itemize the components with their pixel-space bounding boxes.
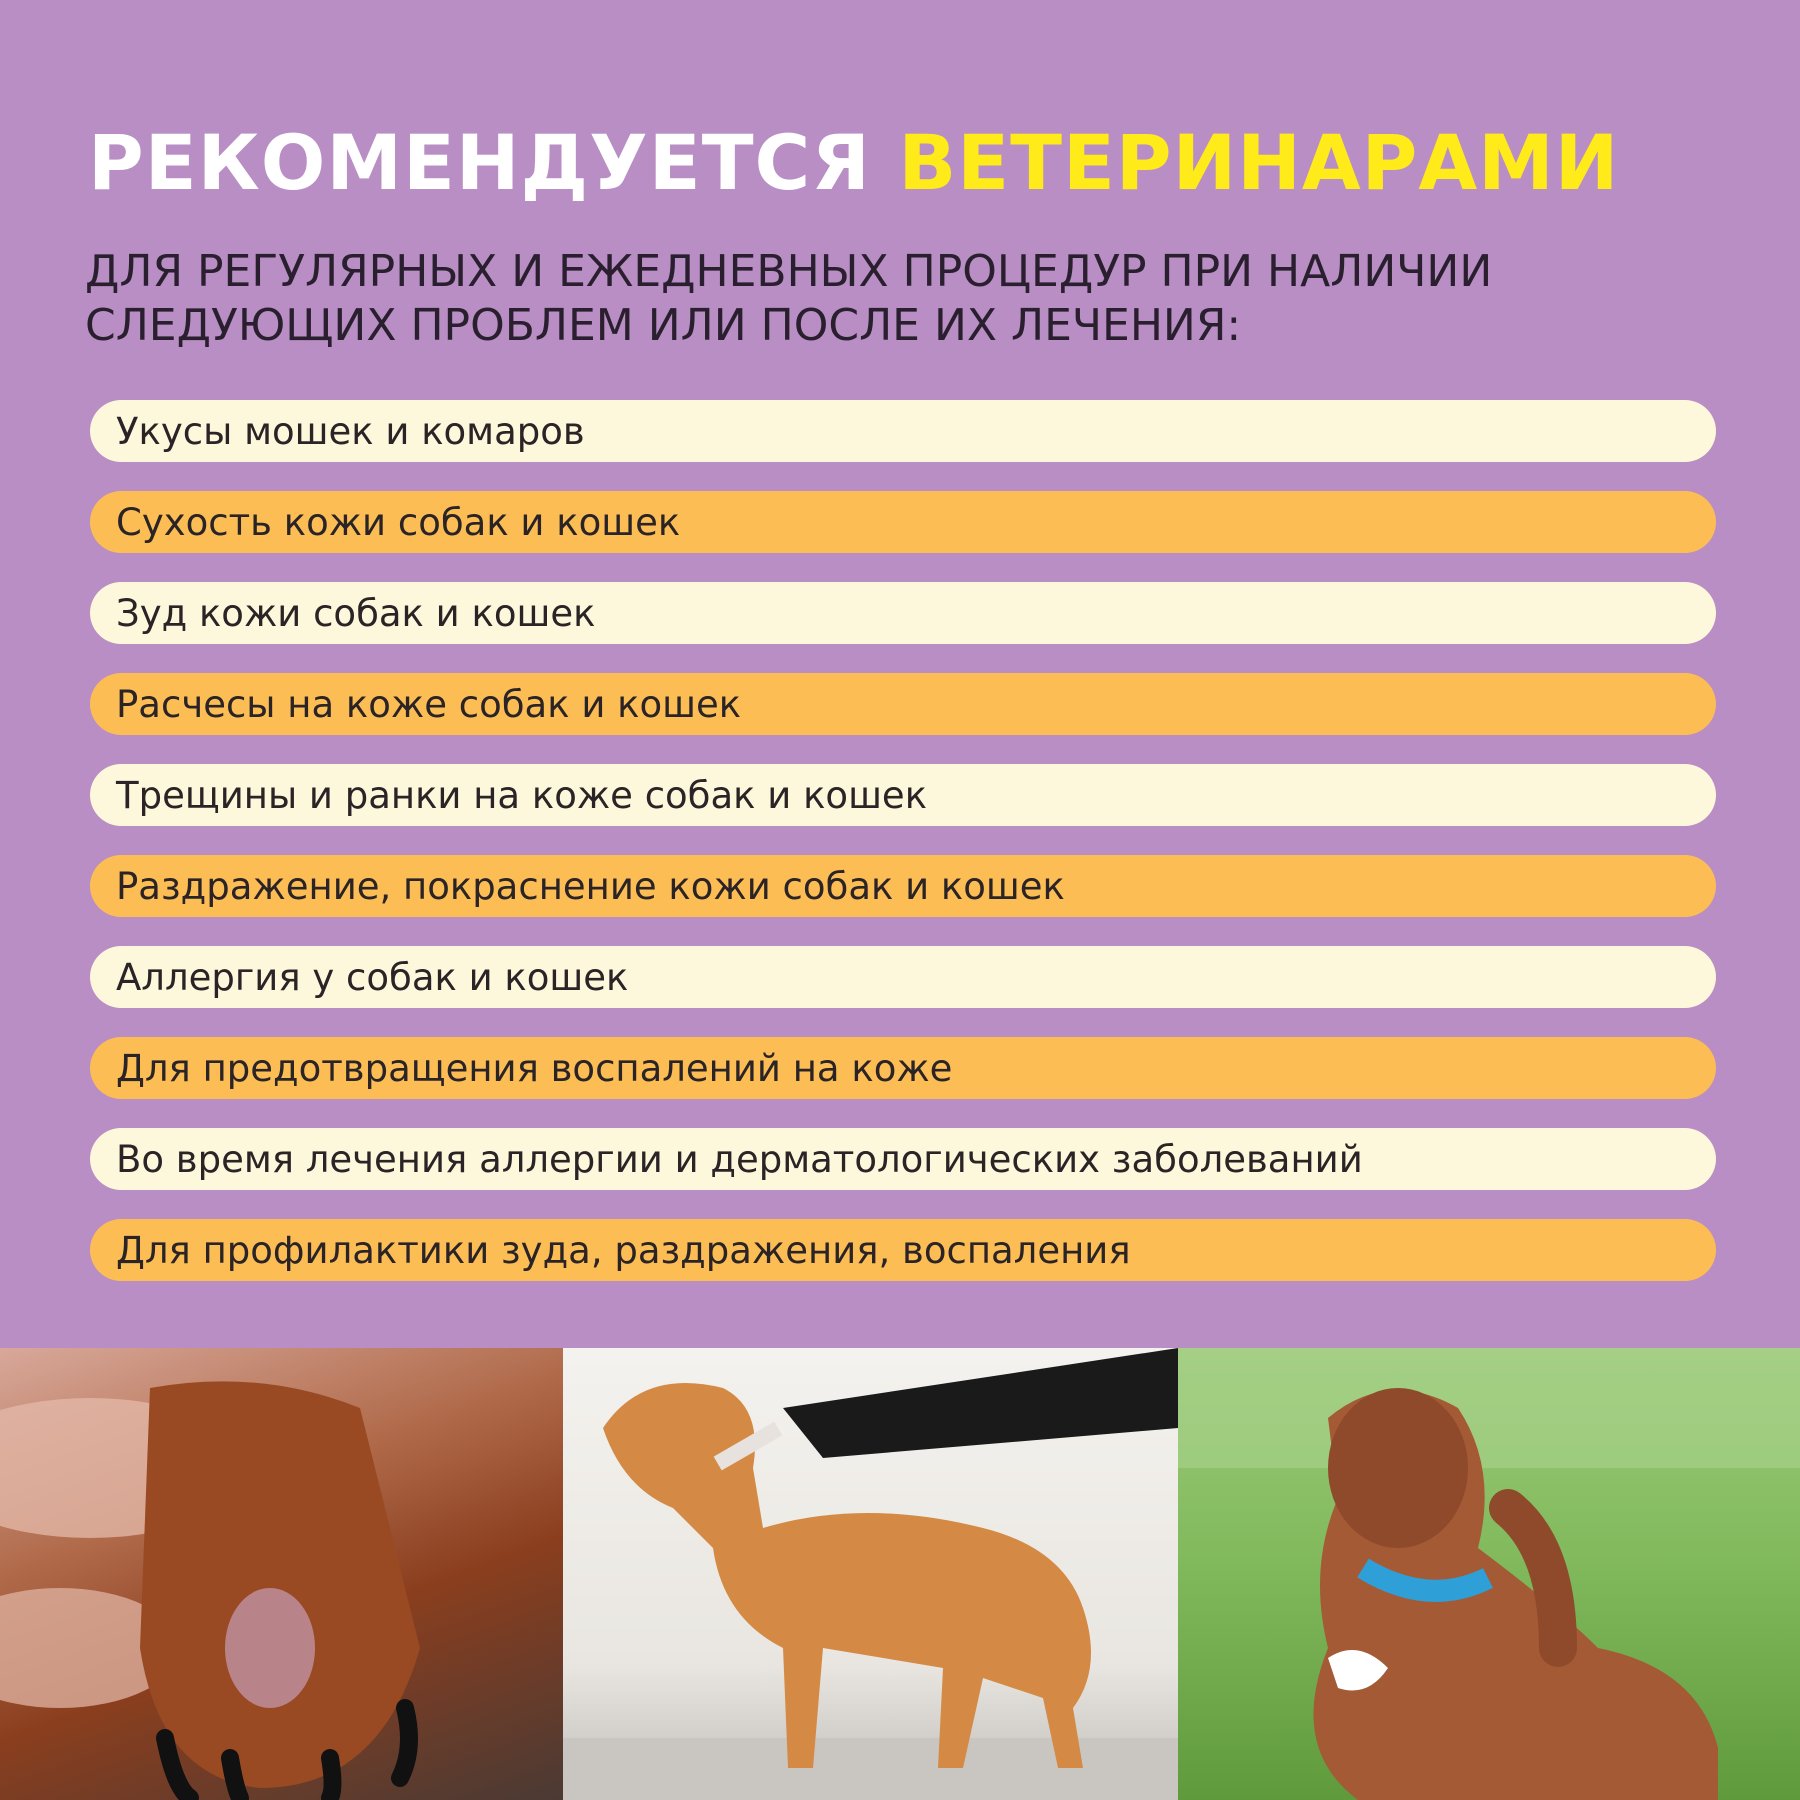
dog-standing-illustration (563, 1348, 1178, 1800)
list-item: Укусы мошек и комаров (90, 400, 1716, 462)
list-item: Аллергия у собак и кошек (90, 946, 1716, 1008)
title-main: РЕКОМЕНДУЕТСЯ (88, 118, 871, 207)
dog-paw-illustration (0, 1348, 563, 1800)
photo-dog-scratching (1178, 1348, 1800, 1800)
problem-list (90, 400, 1716, 1310)
subtitle: ДЛЯ РЕГУЛЯРНЫХ И ЕЖЕДНЕВНЫХ ПРОЦЕДУР ПРИ НАЛИЧИИ СЛЕДУЮЩИХ ПРОБЛЕМ ИЛИ ПОСЛЕ ИХ ЛЕЧЕНИЯ: (85, 246, 1493, 351)
list-item: Сухость кожи собак и кошек (90, 491, 1716, 553)
list-item: Для профилактики зуда, раздражения, воспаления (90, 1219, 1716, 1281)
photo-dog-standing (563, 1348, 1178, 1800)
list-item: Трещины и ранки на коже собак и кошек (90, 764, 1716, 826)
list-item: Во время лечения аллергии и дерматологических заболеваний (90, 1128, 1716, 1190)
photo-strip (0, 1348, 1800, 1800)
page-title (88, 118, 1619, 207)
title-accent: ВЕТЕРИНАРАМИ (898, 118, 1620, 207)
list-item: Зуд кожи собак и кошек (90, 582, 1716, 644)
photo-dog-paw (0, 1348, 563, 1800)
list-item: Расчесы на коже собак и кошек (90, 673, 1716, 735)
dog-scratching-illustration (1178, 1348, 1800, 1800)
list-item: Для предотвращения воспалений на коже (90, 1037, 1716, 1099)
list-item: Раздражение, покраснение кожи собак и кошек (90, 855, 1716, 917)
